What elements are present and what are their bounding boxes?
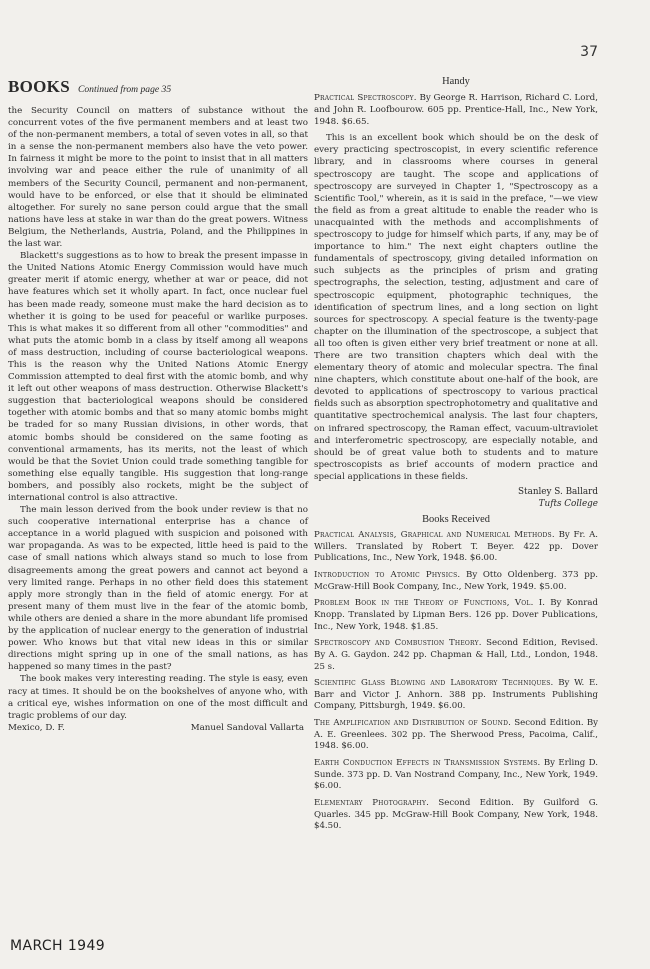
received-details: By W. E. Barr and Victor J. Anhorn. 388 pp. Instruments Publishing Company, Pittsburgh, 1949. $6.00.	[314, 678, 599, 712]
received-details: Second Edition. By Guilford G. Quarles. 345 pp. McGraw-Hill Book Company, New York, 1948. $4.50.	[314, 798, 598, 832]
received-title: Practical Analysis, Graphical and Numerical Methods.	[314, 530, 555, 540]
reviewer-affiliation: Tufts College	[538, 498, 598, 509]
received-details: Second Edition. By A. E. Greenlees. 302 pp. The Sherwood Press, Pacoima, Calif., 1948. $6.00.	[314, 718, 598, 752]
received-title: Earth Conduction Effects in Transmission Systems.	[314, 758, 541, 769]
received-title: Introduction to Atomic Physics.	[314, 569, 461, 580]
received-details: By Erling D. Sunde. 373 pp. D. Van Nostrand Company, Inc., New York, 1949. $6.00.	[314, 758, 598, 792]
books-section-header	[8, 76, 308, 101]
review-book-title: Practical Spectroscopy.	[314, 93, 417, 103]
page-footer: MARCH 1949	[10, 938, 106, 954]
paragraph: The main lesson derived from the book under review is that no such cooperative international enterprise has a chance of acceptance in a world plagued with suspicion and poisoned with war propaganda. As was to be expected, little heed is paid to the case of small nations which always stand so much to lose from disagreements among the great powers and cannot act beyond a very limited range. Perhaps in no other field does this statement apply more strongly than in the field of atomic energy. For at present many of them must live in the fear of the atomic bomb, while others are denied a share in the more abundant life promised by the application of nuclear energy to the generation of industrial power. Who knows but that vital new ideas in this or similar directions might spring up in one of the small nations, as has happened so many times in the past?	[8, 505, 308, 673]
review-heading: Handy	[442, 76, 470, 87]
signature-name: Manuel Sandoval Vallarta	[190, 722, 304, 733]
received-item	[314, 798, 598, 833]
received-title: Elementary Photography.	[314, 798, 430, 809]
continued-note: Continued from page 35	[77, 84, 172, 95]
received-details: By Otto Oldenberg. 373 pp. McGraw-Hill Book Company, Inc., New York, 1949. $5.00.	[314, 569, 598, 592]
received-item	[314, 530, 598, 565]
review-book-reference	[314, 92, 598, 128]
review-book-details: By George R. Harrison, Richard C. Lord, and John R. Loofbourow. 605 pp. Prentice-Hall, Inc., New York, 1948. $6.65.	[314, 93, 598, 128]
section-title: BOOKS	[8, 77, 70, 96]
received-heading: Books Received	[422, 514, 490, 525]
review-paragraph: This is an excellent book which should be on the desk of every practicing spectroscopist, in every scientific reference library, and in classrooms where courses in general spectroscopy are taught. The scope and applications of spectroscopy are surveyed in Chapter 1, "Spectroscopy as a Scientific Tool," wherein, as it is said in the preface, "—we view the field as from a great altitude to enable the reader who is unacquainted with the methods and accomplishments of spectroscopy to judge for himself which parts, if any, may be of importance to him." The next eight chapters outline the fundamentals of spectroscopy, giving detailed information on such subjects as the principles of prism and grating spectrographs, the selection, testing, adjustment and care of spectroscopic equipment, photographic techniques, the identification of spectrum lines, and a long section on light sources for spectroscopy. A special feature is the twenty-page chapter on the illumination of the spectroscope, a subject that all too often is given either very brief treatment or none at all. There are two transition chapters which deal with the elementary theory of atomic and molecular spectra. The final nine chapters, which constitute about one-half of the book, are devoted to applications of spectroscopy to various practical fields such as absorption spectrophotometry and qualitative and quantitative spectrochemical analysis. The last four chapters, on infrared spectroscopy, the Raman effect, vacuum-ultraviolet and interferometric spectroscopy, are especially notable, and should be of great value both to students and to mature spectroscopists as brief accounts of modern practice and special applications in these fields.	[314, 133, 598, 482]
received-item	[314, 678, 598, 713]
right-column	[314, 76, 598, 838]
received-title: The Amplification and Distribution of Sound.	[314, 718, 512, 729]
received-title: Scientific Glass Blowing and Laboratory Techniques.	[314, 678, 554, 689]
received-title: Spectroscopy and Combustion Theory.	[314, 638, 482, 649]
reviewer-name: Stanley S. Ballard	[518, 487, 598, 497]
paragraph: the Security Council on matters of substance without the concurrent votes of the five permanent members and at least two of the non-permanent members, a total of seven votes in all, so that in a sense the non-permanent members also have the veto power. In fairness it might be more to the point to insist that in all matters involving war and peace either the rule of unanimity of all members of the Security Council, permanent and non-permanent, would have to be enforced, or else that it should be eliminated altogether. For surely no sane person could argue that the small nations have less at stake in war than do the great powers. Witness Belgium, the Netherlands, Austria, Poland, and the Philippines in the last war.	[8, 106, 308, 250]
received-details: Second Edition, Revised. By A. G. Gaydon. 242 pp. Chapman & Hall, Ltd., London, 1948. 25 s.	[314, 638, 599, 672]
paragraph: Blackett's suggestions as to how to break the present impasse in the United Nations Atomic Energy Commission would have much greater merit if atomic energy, whether at war or peace, did not have features which set it wholly apart. In fact, once nuclear fuel has been made ready, someone must make the hard decision as to whether it is going to be used for peaceful or warlike purposes. This is what makes it so different from all other "commodities" and what puts the atomic bomb in a class by itself among all weapons of mass destruction, including of course bacteriological weapons. This is the reason why the United Nations Atomic Energy Commission attempted to deal first with the atomic bomb, and why it left out other weapons of mass destruction. Otherwise Blackett's suggestion that bacteriological weapons should be considered together with atomic bombs and that so many atomic bombs might be traded for so many Russian divisions, in other words, that atomic bombs should be considered on the same footing as conventional armaments, has its merits, not the least of which would be that the Soviet Union could trade something tangible for something else equally tangible. His suggestion that long-range bombers, and possibly also rockets, might be the subject of international control is also attractive.	[8, 251, 308, 503]
signature-place: Mexico, D. F.	[8, 722, 65, 733]
received-list	[314, 530, 598, 833]
received-item	[314, 570, 598, 593]
received-item	[314, 718, 598, 753]
received-item	[314, 758, 598, 793]
received-details: By Konrad Knopp. Translated by Lipman Bers. 126 pp. Dover Publications, Inc., New York, 1948. $1.85.	[314, 598, 598, 632]
received-title: Problem Book in the Theory of Functions, Vol. I.	[314, 598, 546, 609]
received-item	[314, 638, 598, 673]
reviewer-signature	[314, 487, 598, 510]
signature-line	[8, 722, 308, 734]
paragraph: The book makes very interesting reading. The style is easy, even racy at times. It should be on the bookshelves of anyone who, with a critical eye, wishes information on one of the most difficult and tragic problems of our day.	[8, 674, 308, 721]
page-number: 37	[580, 44, 598, 60]
received-details: By Fr. A. Willers. Translated by Robert T. Beyer. 422 pp. Dover Publications, Inc., New York, 1948. $6.00.	[314, 530, 599, 564]
received-item	[314, 598, 598, 633]
left-column	[8, 76, 308, 734]
